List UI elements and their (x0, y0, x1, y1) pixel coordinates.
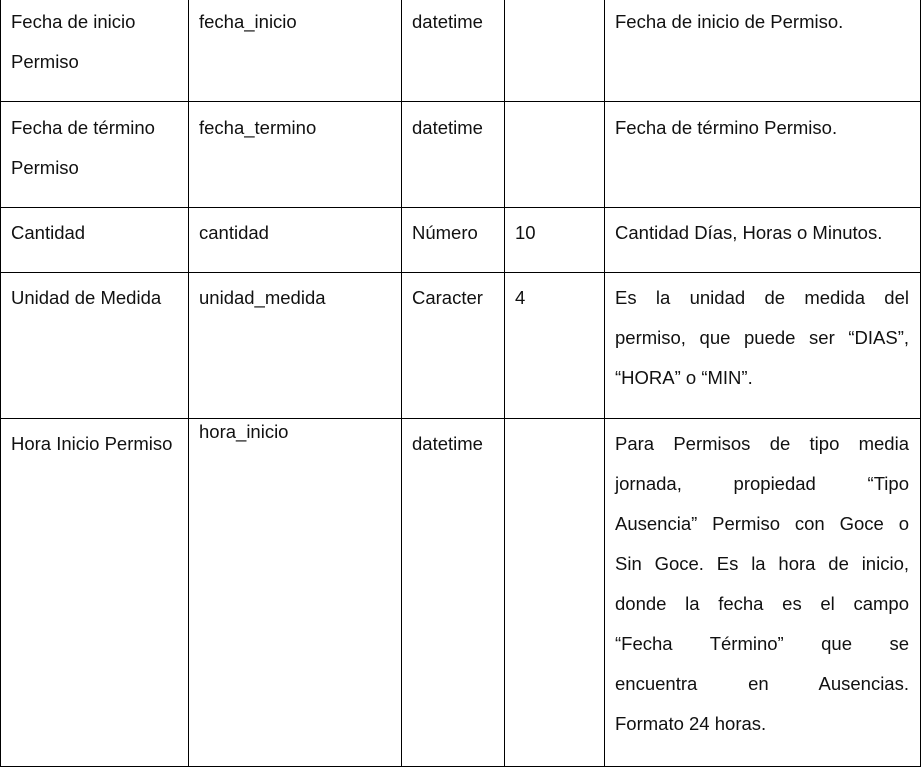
field-label: Hora Inicio Permiso (11, 433, 173, 454)
field-column-name: fecha_termino (199, 117, 317, 138)
field-length: 10 (515, 222, 536, 243)
field-label: Cantidad (11, 222, 86, 243)
field-label: Fecha de inicio Permiso (11, 11, 136, 72)
field-description: Fecha de término Permiso. (615, 117, 838, 138)
table-row (0, 421, 921, 766)
field-description-line: jornada, propiedad “Tipo (615, 473, 909, 494)
field-label: Unidad de Medida (11, 287, 162, 308)
field-column-name: cantidad (199, 222, 269, 243)
field-description-line: Para Permisos de tipo media (615, 433, 909, 454)
table-row (0, 2, 921, 101)
field-column-name: hora_inicio (199, 421, 289, 442)
field-description-line: “HORA” o “MIN”. (615, 367, 753, 388)
field-label: Fecha de término Permiso (11, 117, 155, 178)
field-data-type: datetime (412, 433, 483, 454)
row-divider (0, 418, 921, 419)
field-description-line: permiso, que puede ser “DIAS”, (615, 327, 909, 348)
field-description-line: donde la fecha es el campo (615, 593, 909, 614)
row-divider (0, 272, 921, 273)
field-description-line: Es la unidad de medida del (615, 287, 909, 308)
row-divider (0, 101, 921, 102)
field-column-name: fecha_inicio (199, 11, 297, 32)
field-length: 4 (515, 287, 526, 308)
table-row (0, 213, 921, 272)
row-divider (0, 207, 921, 208)
field-data-type: datetime (412, 11, 483, 32)
field-description: Fecha de inicio de Permiso. (615, 11, 844, 32)
table-row (0, 278, 921, 418)
field-data-type: datetime (412, 117, 483, 138)
table-row (0, 108, 921, 207)
field-description-line: Sin Goce. Es la hora de inicio, (615, 553, 909, 574)
field-description-line: Ausencia” Permiso con Goce o (615, 513, 909, 534)
field-data-type: Caracter (412, 287, 483, 308)
field-description-line: encuentra en Ausencias. (615, 673, 909, 694)
field-description-line: “Fecha Término” que se (615, 633, 909, 654)
field-data-type: Número (412, 222, 478, 243)
field-description: Cantidad Días, Horas o Minutos. (615, 222, 883, 243)
field-column-name: unidad_medida (199, 287, 326, 308)
field-description-line: Formato 24 horas. (615, 713, 767, 734)
